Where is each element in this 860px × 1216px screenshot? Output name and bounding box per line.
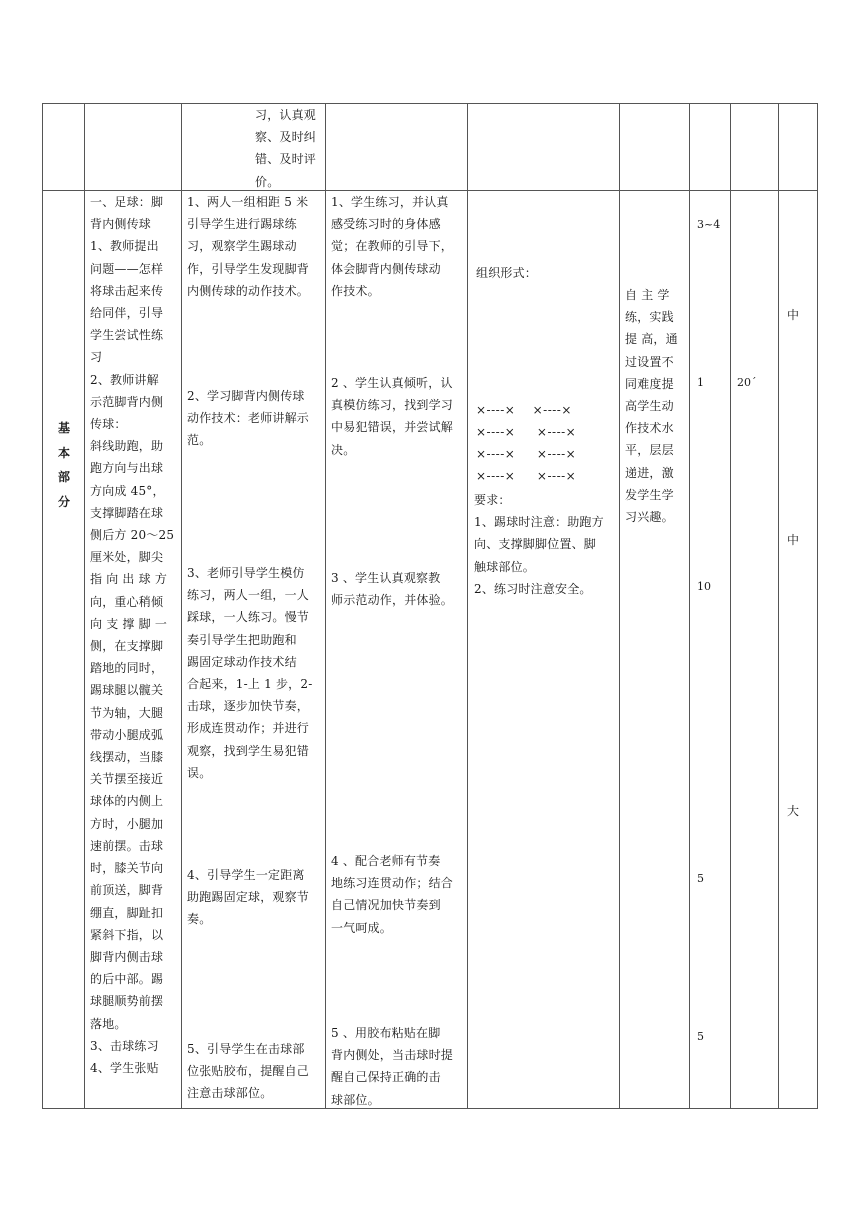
- table-divider: [619, 103, 620, 1108]
- count-1: 3~4: [697, 218, 721, 231]
- intensity-2: 中: [787, 533, 800, 547]
- table-border-right: [817, 103, 818, 1108]
- student-activity-5: 5 、用胶布粘贴在脚 背内侧处，当击球时提 醒自己保持正确的击 球部位。: [331, 1026, 454, 1107]
- duration: 20´: [737, 376, 757, 389]
- count-2: 1: [697, 376, 704, 389]
- count-5: 5: [697, 1030, 704, 1043]
- table-border-top: [42, 103, 818, 104]
- student-activity-4: 4 、配合老师有节奏 地练习连贯动作；结合 自己情况加快节奏到 一气呵成。: [331, 854, 454, 935]
- teacher-activity-5: 5、引导学生在击球部 位张贴胶布，提醒自己 注意击球部位。: [187, 1042, 310, 1101]
- count-4: 5: [697, 872, 704, 885]
- teacher-activity-1: 1、两人一组相距 5 米 引导学生进行踢球练 习，观察学生踢球动 作，引导学生发现脚背 内侧传球的动作技术。: [187, 195, 310, 298]
- formation-row-1: ×----× ×----×: [476, 403, 572, 417]
- design-intent: 自 主 学 练，实践 提 高，通 过设置不 同难度提 高学生动 作技术水 平，层层 递进，激 发学生学 习兴趣。: [625, 288, 678, 525]
- organization-heading: 组织形式：: [476, 266, 538, 280]
- table-divider: [84, 103, 85, 1108]
- count-3: 10: [697, 580, 711, 593]
- table-divider: [181, 103, 182, 1108]
- teacher-activity-4: 4、引导学生一定距离 助跑踢固定球，观察节 奏。: [187, 868, 310, 927]
- table-divider: [730, 103, 731, 1108]
- formation-row-2: ×----× ×----×: [476, 425, 577, 439]
- table-divider: [325, 103, 326, 1108]
- student-activity-3: 3 、学生认真观察教 师示范动作，并体验。: [331, 571, 454, 608]
- table-divider: [778, 103, 779, 1108]
- table-divider: [689, 103, 690, 1108]
- table-border-left: [42, 103, 43, 1108]
- teacher-activity-2: 2、学习脚背内侧传球 动作技术：老师讲解示 范。: [187, 389, 310, 448]
- formation-row-4: ×----× ×----×: [476, 469, 577, 483]
- intensity-1: 中: [787, 308, 800, 322]
- teaching-content: 一、足球：脚 背内侧传球 1、教师提出 问题——怎样 将球击起来传 给同伴，引导 学生尝试性练 习 2、教师讲解 示范脚背内侧 传球： 斜线助跑，助 跑方向与出球 方向成 45°， 支撑脚踏在球 侧后方 20～25 厘米处，脚尖 指 向 出 球 方 向，重心稍倾 向 支 撑 脚 一 侧，在支撑脚 踏地的同时， 踢球腿以髋关 节为轴，大腿 带动小腿成弧 线摆动，当膝 关节摆至接近 球体的内侧上 方时，小腿加 速前摆。击球 时，膝关节向 前顶送，脚背 绷直，脚趾扣 紧斜下指，以 脚背内侧击球 的后中部。踢 球腿顺势前摆 落地。 3、击球练习 4、学生张贴: [90, 195, 175, 1075]
- section-label: 基 本 部 分: [57, 421, 70, 509]
- table-divider: [467, 103, 468, 1108]
- intensity-3: 大: [787, 804, 800, 818]
- student-activity-1: 1、学生练习，并认真 感受练习时的身体感 觉；在教师的引导下， 体会脚背内侧传球动 作技术。: [331, 195, 454, 298]
- formation-row-3: ×----× ×----×: [476, 447, 577, 461]
- teacher-activity-3: 3、老师引导学生模仿 练习，两人一组，一人 踩球，一人练习。慢节 奏引导学生把助跑和 踢固定球动作技术结 合起来，1-上 1 步，2- 击球，逐步加快节奏， 形成连贯动作；并进行 观察，找到学生易犯错 误。: [187, 566, 313, 780]
- student-activity-2: 2 、学生认真倾听，认 真模仿练习，找到学习 中易犯错误，并尝试解 决。: [331, 376, 454, 457]
- method-text-continued: 习，认真观 察、及时纠 错、及时评 价。: [255, 108, 317, 189]
- organization-requirements: 要求： 1、踢球时注意：助跑方 向、支撑脚脚位置、脚 触球部位。 2、练习时注意安全。: [474, 493, 604, 596]
